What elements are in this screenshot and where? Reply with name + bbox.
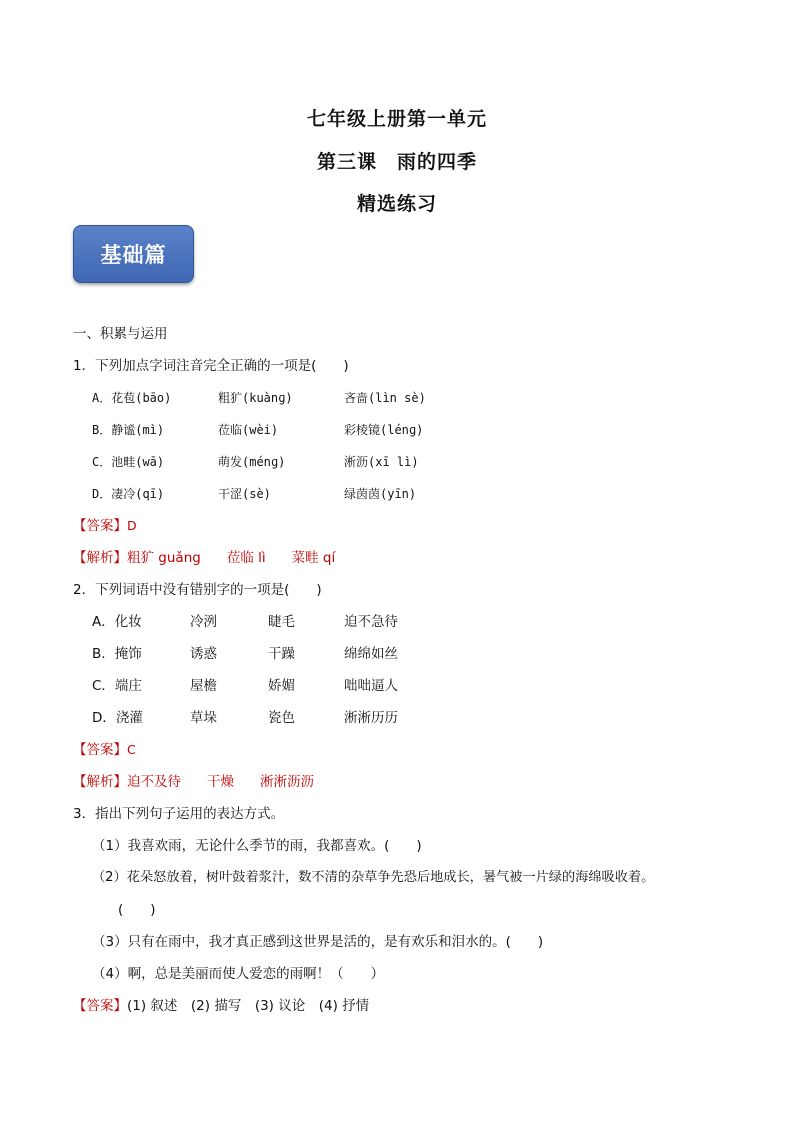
q3-item-4: （4）啊，总是美丽而使人爱恋的雨啊！（ ） <box>92 966 385 982</box>
q2-analysis <box>73 773 314 791</box>
answer-value: D <box>127 518 137 533</box>
q2-option-c-4: 咄咄逼人 <box>344 678 398 694</box>
q1-option-d-3: 绿茵茵(yīn) <box>344 487 417 501</box>
section-heading: 一、积累与运用 <box>73 326 168 342</box>
q1-answer <box>73 517 137 535</box>
q2-option-d-2: 草垛 <box>190 710 217 726</box>
q1-option-a-3: 吝啬(lìn sè) <box>344 391 426 405</box>
q1-analysis <box>73 549 335 567</box>
q1-option-c-1: C．池畦(wā) <box>92 455 165 469</box>
q1-option-b-1: B．静谧(mì) <box>92 423 165 437</box>
answer-tag: 【答案】 <box>73 742 127 758</box>
answer-value: (1) 叙述 (2) 描写 (3) 议论 (4) 抒情 <box>127 998 370 1014</box>
q2-option-c-1: C．端庄 <box>92 678 142 694</box>
analysis-item: 菜畦 qí <box>291 550 336 566</box>
q3-item-2-blank: ( ) <box>118 902 156 918</box>
q2-answer <box>73 741 136 759</box>
analysis-tag: 【解析】 <box>73 774 127 790</box>
q2-option-b-3: 干躁 <box>268 646 295 662</box>
q1-option-c-2: 萌发(ménɡ) <box>218 455 286 469</box>
exercise-title: 精选练习 <box>356 193 437 215</box>
q1-stem: 1．下列加点字词注音完全正确的一项是( ) <box>73 358 349 374</box>
q1-option-a-2: 粗犷(kuànɡ) <box>218 391 293 405</box>
q2-option-a-2: 冷洌 <box>190 614 217 630</box>
q2-option-b-1: B．掩饰 <box>92 646 142 662</box>
q1-option-c-3: 淅沥(xī lì) <box>344 455 419 469</box>
q1-option-d-2: 干涩(sè) <box>218 487 271 501</box>
answer-tag: 【答案】 <box>73 518 127 534</box>
answer-value: C <box>127 742 136 757</box>
q2-option-b-4: 绵绵如丝 <box>344 646 398 662</box>
q2-option-a-3: 睫毛 <box>268 614 295 630</box>
analysis-item: 干燥 <box>207 774 234 790</box>
doc-title: 七年级上册第一单元 <box>306 108 487 130</box>
q1-option-d-1: D．凄冷(qī) <box>92 487 165 501</box>
answer-tag: 【答案】 <box>73 998 127 1014</box>
analysis-item: 莅临 lì <box>226 550 266 566</box>
analysis-item: 迫不及待 <box>127 774 181 790</box>
q1-option-b-2: 莅临(wèi) <box>218 423 279 437</box>
lesson-title: 第三课 雨的四季 <box>316 151 477 173</box>
q2-option-c-2: 屋檐 <box>190 678 217 694</box>
q2-option-d-4: 淅淅历历 <box>344 710 398 726</box>
q1-option-a-1: A．花苞(bāo) <box>92 391 172 405</box>
q1-option-b-3: 彩棱镜(lénɡ) <box>344 423 424 437</box>
q2-option-b-2: 诱惑 <box>190 646 217 662</box>
q2-option-a-1: A．化妆 <box>92 614 142 630</box>
analysis-item: 粗犷 guǎng <box>127 550 201 566</box>
section-badge: 基础篇 <box>73 225 194 283</box>
q2-option-d-3: 瓷色 <box>268 710 295 726</box>
q3-item-3: （3）只有在雨中，我才真正感到这世界是活的，是有欢乐和泪水的。( ) <box>92 934 544 950</box>
q3-item-2: （2）花朵怒放着，树叶鼓着浆汁，数不清的杂草争先恐后地成长，暑气被一片绿的海绵吸收着。 <box>92 870 655 885</box>
q2-option-d-1: D．浇灌 <box>92 710 143 726</box>
analysis-tag: 【解析】 <box>73 550 127 566</box>
q2-option-c-3: 娇媚 <box>268 678 295 694</box>
analysis-item: 淅淅沥沥 <box>260 774 314 790</box>
q3-stem: 3．指出下列句子运用的表达方式。 <box>73 806 285 822</box>
q2-stem: 2．下列词语中没有错别字的一项是( ) <box>73 582 322 598</box>
q3-item-1: （1）我喜欢雨，无论什么季节的雨，我都喜欢。( ) <box>92 838 422 854</box>
q3-answer <box>73 997 369 1015</box>
q2-option-a-4: 迫不急待 <box>344 614 398 630</box>
